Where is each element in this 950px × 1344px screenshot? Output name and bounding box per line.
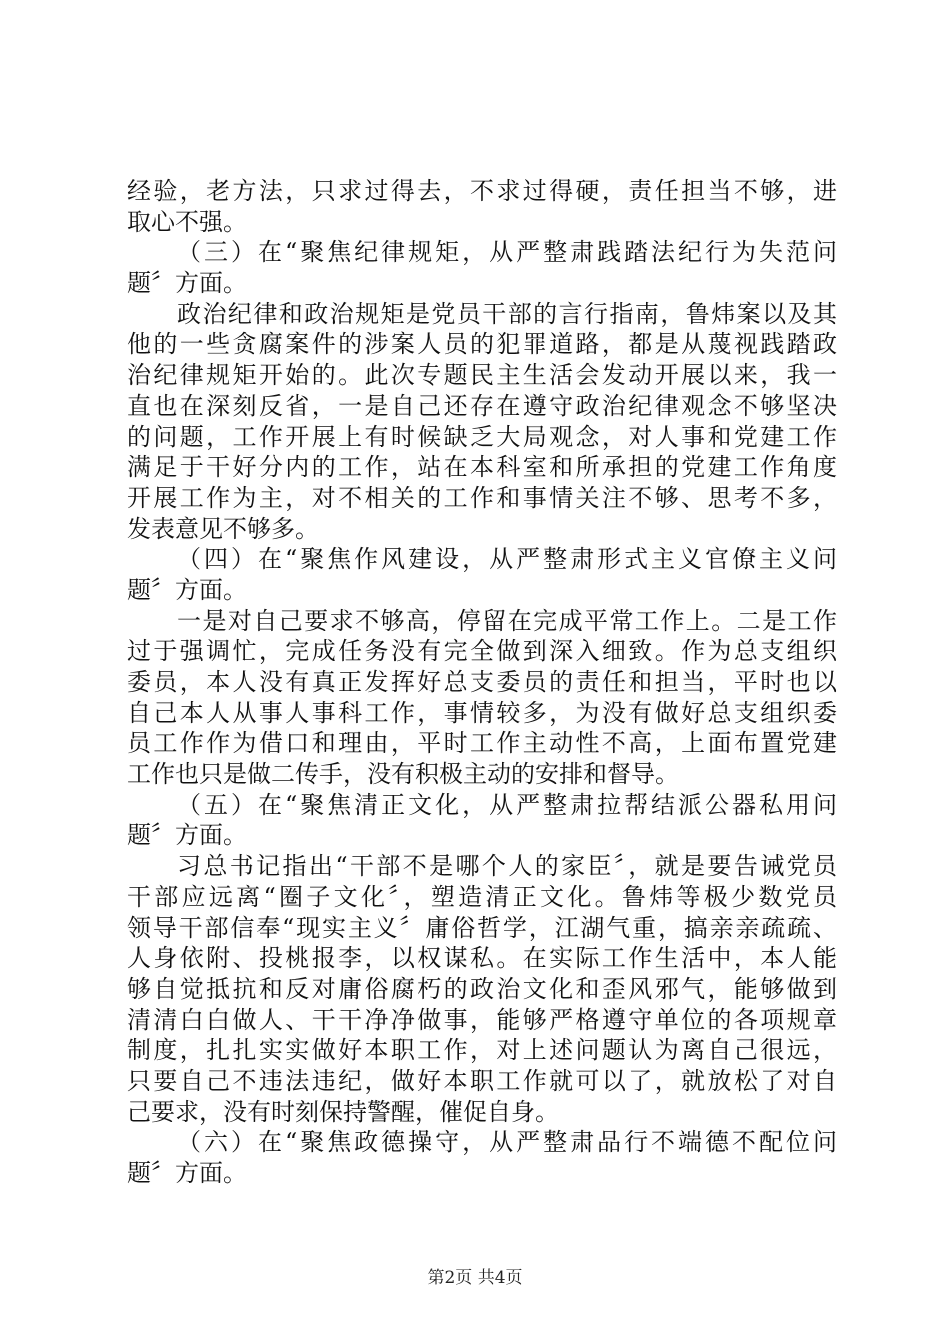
text-line: 习总书记指出“干部不是哪个人的家臣〞，就是要告诫党员 — [177, 852, 837, 881]
text-line: 领导干部信奉“现实主义〞庸俗哲学，江湖气重，搞亲亲疏疏、 — [127, 913, 837, 942]
text-line: 己要求，没有时刻保持警醒，催促自身。 — [127, 1097, 559, 1126]
text-line: 治纪律规矩开始的。此次专题民主生活会发动开展以来，我一 — [127, 361, 837, 390]
text-line: 只要自己不违法违纪，做好本职工作就可以了，就放松了对自 — [127, 1066, 837, 1095]
text-line: 的问题，工作开展上有时候缺乏大局观念，对人事和党建工作 — [127, 422, 837, 451]
text-line: 委员，本人没有真正发挥好总支委员的责任和担当，平时也以 — [127, 668, 837, 696]
text-line: 题〞方面。 — [127, 575, 247, 604]
document-body — [127, 176, 837, 1189]
text-line: 经验，老方法，只求过得去，不求过得硬，责任担当不够，进 — [127, 177, 837, 205]
text-line: 人身依附、投桃报李，以权谋私。在实际工作生活中，本人能 — [127, 944, 837, 973]
text-line: 员工作作为借口和理由，平时工作主动性不高，上面布置党建 — [127, 729, 837, 758]
section-heading-line: （四）在“聚焦作风建设，从严整肃形式主义官僚主义问 — [177, 545, 837, 574]
text-line: 发表意见不够多。 — [127, 514, 319, 543]
text-line: 自己本人从事人事科工作，事情较多，为没有做好总支组织委 — [127, 698, 837, 727]
section-heading-line: （六）在“聚焦政德操守，从严整肃品行不端德不配位问 — [177, 1128, 837, 1157]
text-line: 他的一些贪腐案件的涉案人员的犯罪道路，都是从蔑视践踏政 — [127, 330, 837, 359]
text-line: 取心不强。 — [127, 207, 247, 236]
text-line: 清清白白做人、干干净净做事，能够严格遵守单位的各项规章 — [127, 1005, 837, 1034]
section-heading-line: （五）在“聚焦清正文化，从严整肃拉帮结派公器私用问 — [177, 790, 837, 819]
text-line: 题〞方面。 — [127, 821, 247, 850]
section-heading-line: （三）在“聚焦纪律规矩，从严整肃践踏法纪行为失范问 — [177, 238, 837, 267]
text-line: 政治纪律和政治规矩是党员干部的言行指南，鲁炜案以及其 — [177, 299, 837, 328]
text-line: 直也在深刻反省，一是自己还存在遵守政治纪律观念不够坚决 — [127, 391, 837, 420]
text-line: 一是对自己要求不够高，停留在完成平常工作上。二是工作 — [177, 606, 837, 635]
page-footer: 第2页 共4页 — [427, 1268, 523, 1288]
text-line: 题〞方面。 — [127, 1159, 247, 1187]
text-line: 开展工作为主，对不相关的工作和事情关注不够、思考不多， — [127, 483, 837, 512]
text-line: 满足于干好分内的工作，站在本科室和所承担的党建工作角度 — [127, 453, 837, 482]
text-line: 够自觉抵抗和反对庸俗腐朽的政治文化和歪风邪气，能够做到 — [127, 974, 837, 1003]
text-line: 干部应远离“圈子文化〞，塑造清正文化。鲁炜等极少数党员 — [127, 882, 837, 911]
text-line: 过于强调忙，完成任务没有完全做到深入细致。作为总支组织 — [127, 637, 837, 666]
text-line: 制度，扎扎实实做好本职工作，对上述问题认为离自己很远， — [127, 1036, 837, 1065]
text-line: 工作也只是做二传手，没有积极主动的安排和督导。 — [127, 760, 679, 789]
text-line: 题〞方面。 — [127, 269, 247, 298]
